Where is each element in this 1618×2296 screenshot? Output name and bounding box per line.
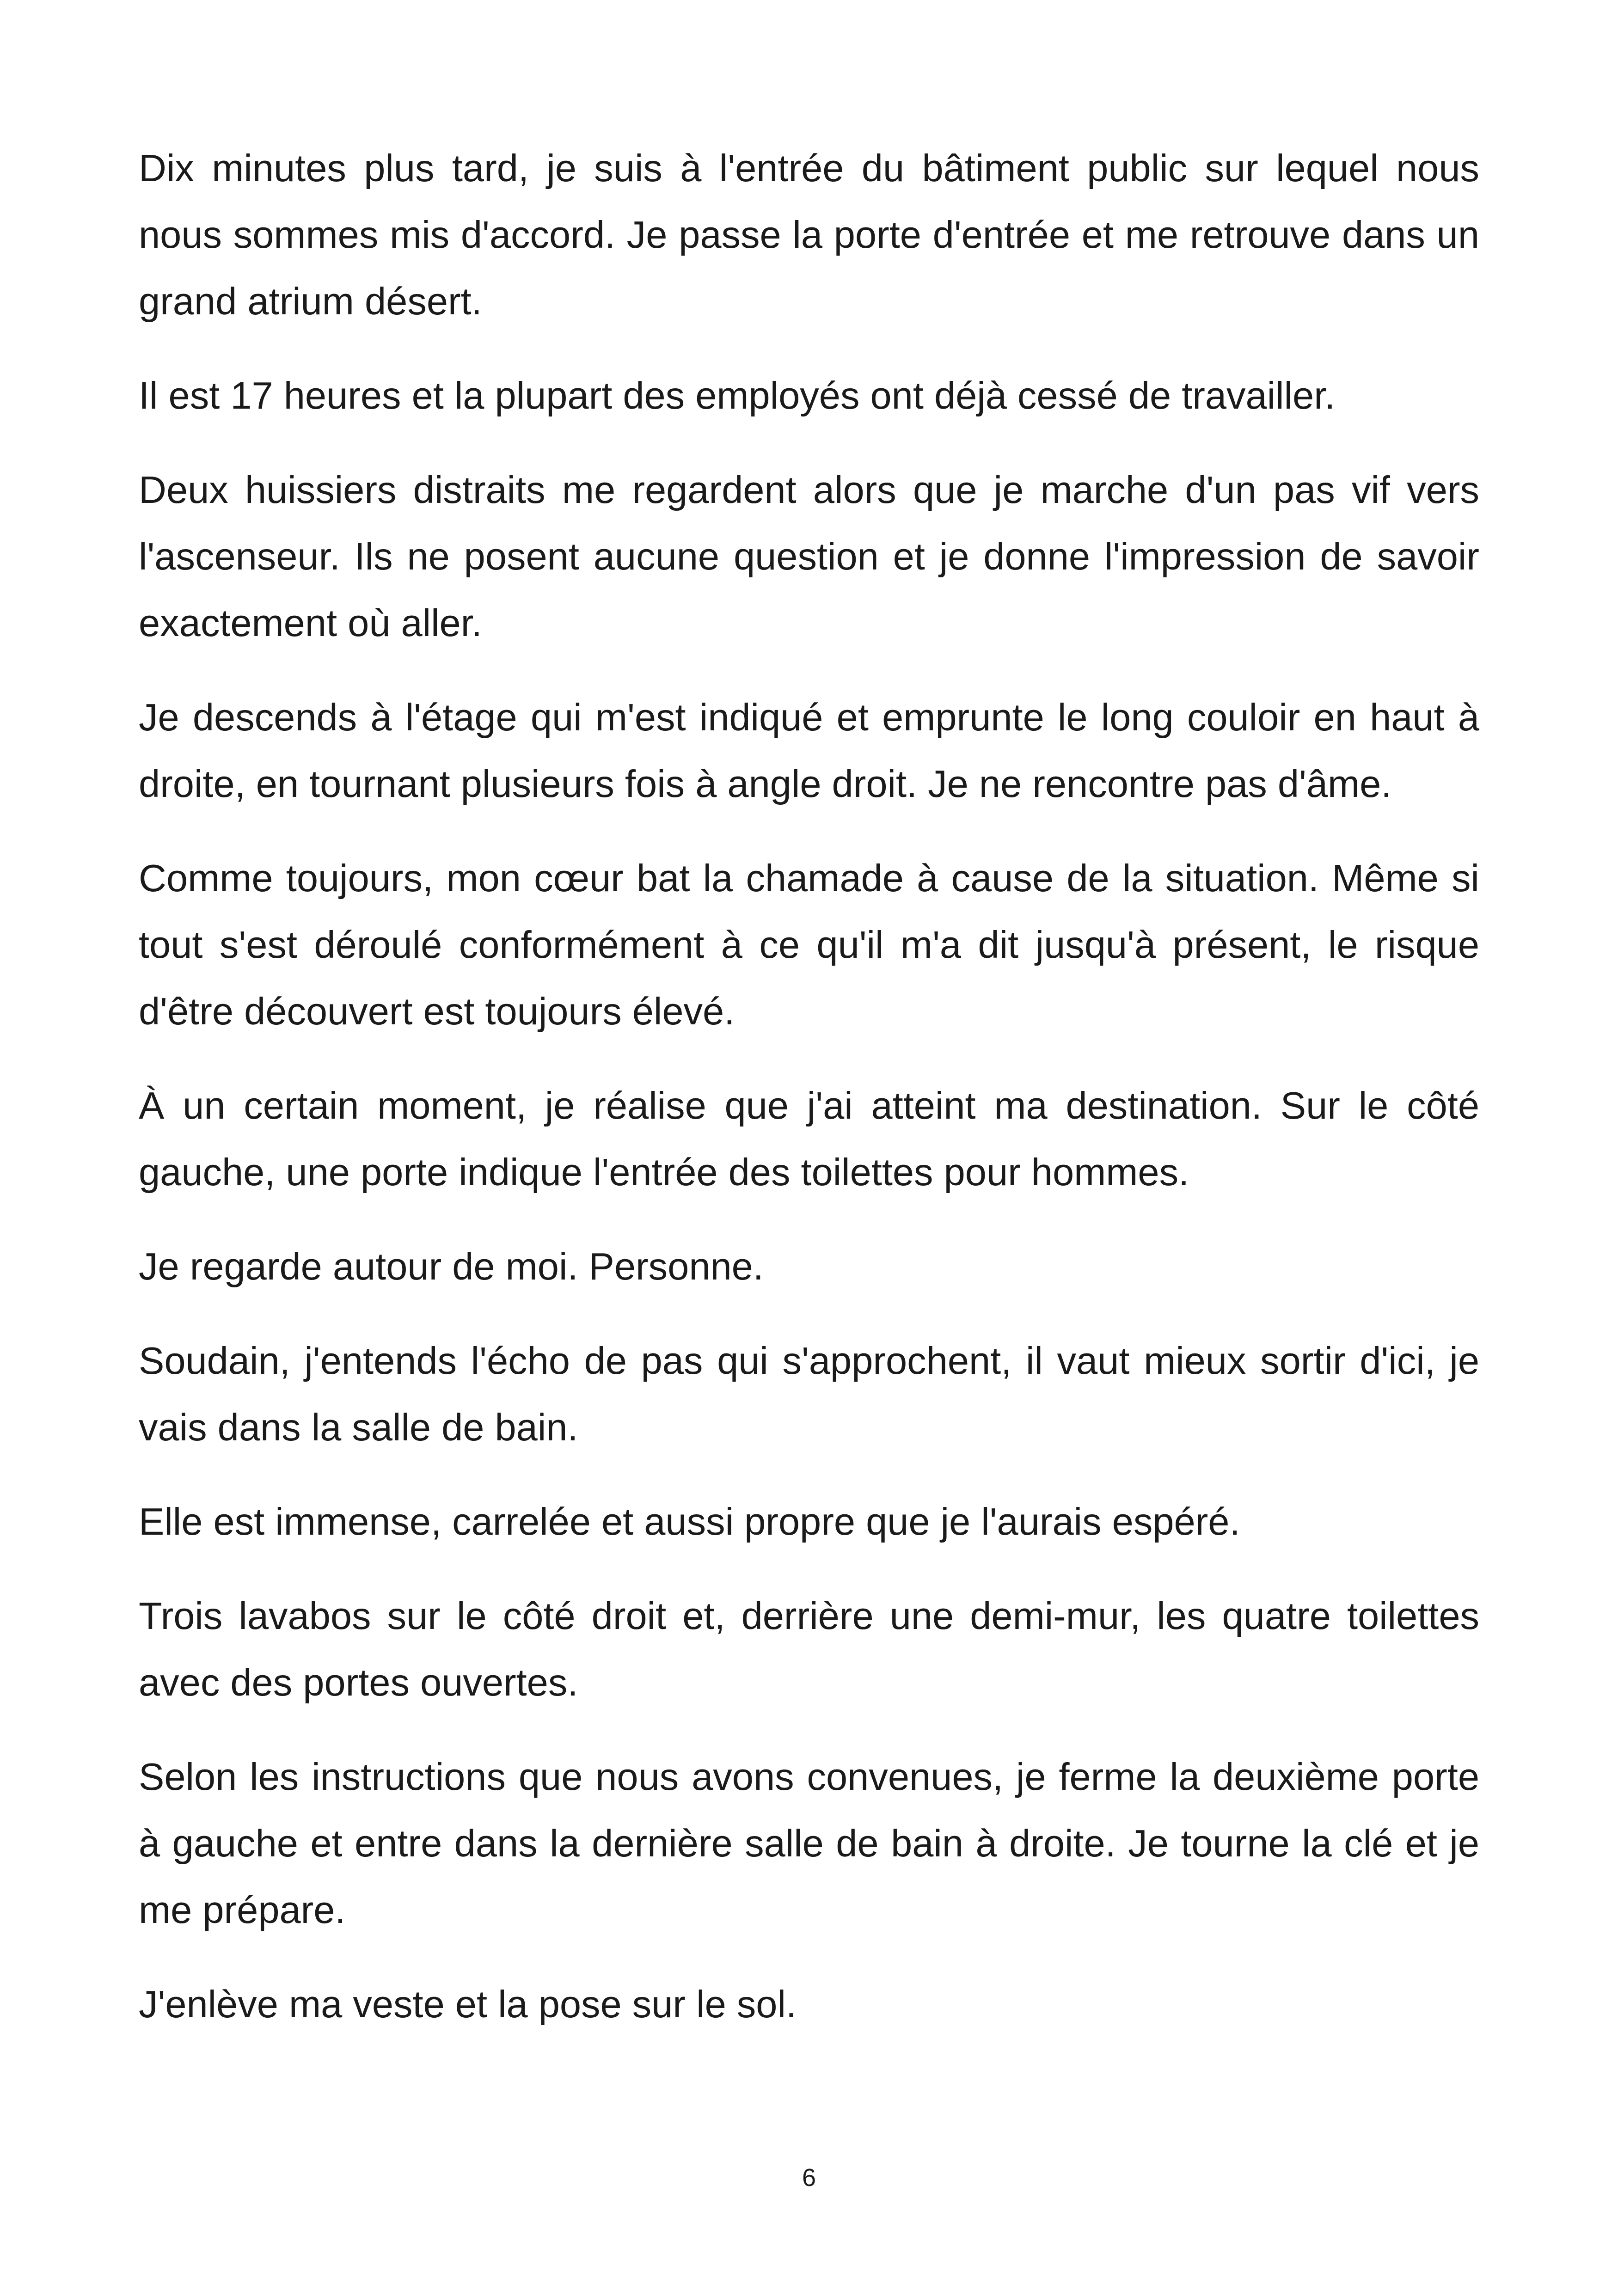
paragraph: Il est 17 heures et la plupart des employés ont déjà cessé de travailler. <box>139 374 1336 417</box>
paragraph: Elle est immense, carrelée et aussi propre que je l'aurais espéré. <box>139 1500 1240 1543</box>
paragraph: Je regarde autour de moi. Personne. <box>139 1245 764 1288</box>
paragraph: Trois lavabos sur le côté droit et, derrière une demi-mur, les quatre toilettes avec des portes ouvertes. <box>139 1594 1479 1704</box>
paragraph: Comme toujours, mon cœur bat la chamade à cause de la situation. Même si tout s'est déroulé conformément à ce qu'il m'a dit jusqu'à présent, le risque d'être découvert est toujours élevé. <box>139 857 1479 1033</box>
paragraph: À un certain moment, je réalise que j'ai atteint ma destination. Sur le côté gauche, une porte indique l'entrée des toilettes pour hommes. <box>139 1084 1479 1194</box>
page-number: 6 <box>802 2164 816 2192</box>
body-text <box>139 135 1479 2065</box>
paragraph: Soudain, j'entends l'écho de pas qui s'approchent, il vaut mieux sortir d'ici, je vais dans la salle de bain. <box>139 1339 1479 1449</box>
paragraph: Je descends à l'étage qui m'est indiqué et emprunte le long couloir en haut à droite, en tournant plusieurs fois à angle droit. Je ne rencontre pas d'âme. <box>139 696 1479 805</box>
paragraph: Dix minutes plus tard, je suis à l'entrée du bâtiment public sur lequel nous nous sommes mis d'accord. Je passe la porte d'entrée et me retrouve dans un grand atrium désert. <box>139 147 1479 323</box>
paragraph: Selon les instructions que nous avons convenues, je ferme la deuxième porte à gauche et entre dans la dernière salle de bain à droite. Je tourne la clé et je me prépare. <box>139 1755 1479 1931</box>
paragraph: J'enlève ma veste et la pose sur le sol. <box>139 1983 797 2026</box>
paragraph: Deux huissiers distraits me regardent alors que je marche d'un pas vif vers l'ascenseur. Ils ne posent aucune question et je donne l'impression de savoir exactement où aller. <box>139 468 1479 644</box>
